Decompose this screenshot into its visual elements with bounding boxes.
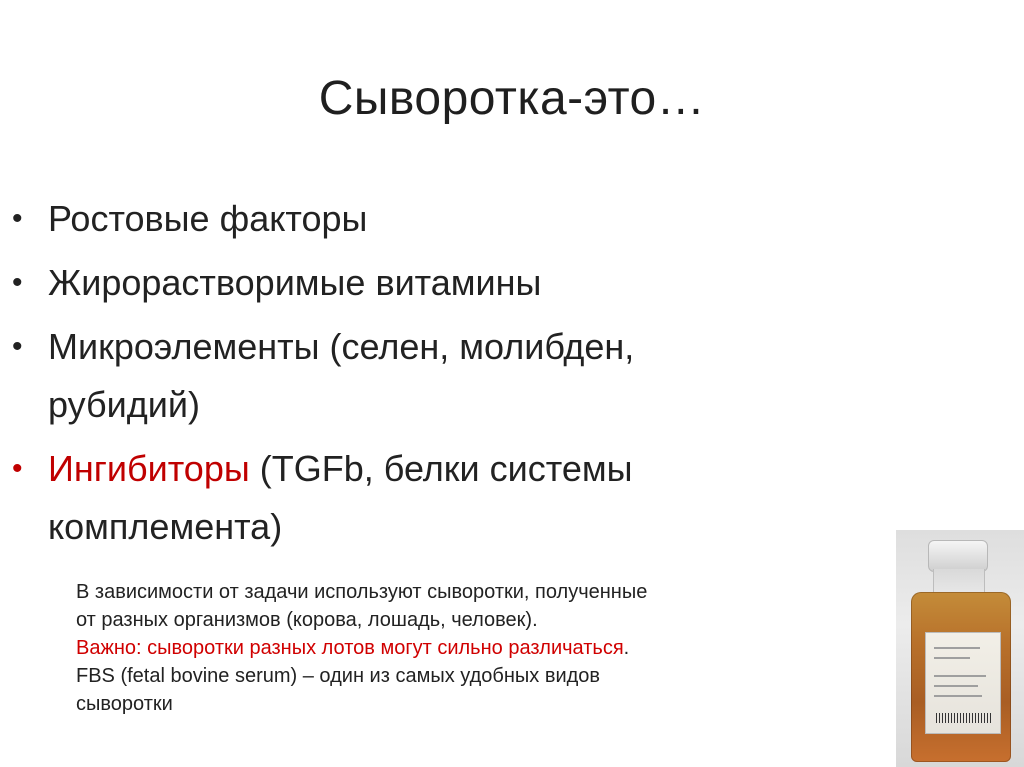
bullet-text: Микроэлементы (селен, молибден, рубидий) <box>48 326 635 425</box>
note-important-end: . <box>623 637 630 659</box>
label-line-icon <box>934 685 978 687</box>
bullet-item-growth-factors <box>12 190 772 248</box>
label-line-icon <box>934 675 986 677</box>
bullet-text: Ростовые факторы <box>48 198 368 239</box>
note-important-text: Важно: сыворотки разных лотов могут сильно различаться <box>76 637 624 659</box>
note-line-2: от разных организмов (корова, лошадь, человек). <box>76 609 538 631</box>
bullet-accent-text: Ингибиторы <box>48 448 250 489</box>
label-line-icon <box>934 657 970 659</box>
bottle-label-icon <box>925 632 1001 734</box>
bullet-list <box>12 190 772 558</box>
bullet-dot-icon: • <box>12 266 23 299</box>
bullet-item-microelements <box>12 318 772 434</box>
note-line-1: В зависимости от задачи используют сыворотки, полученные <box>76 581 648 603</box>
slide-title: Сыворотка-это… <box>318 72 706 125</box>
bullet-text: Жирорастворимые витамины <box>48 262 542 303</box>
bullet-item-inhibitors <box>12 440 772 556</box>
bullet-rest-text: (TGFb, белки системы комплемента) <box>48 448 633 547</box>
label-line-icon <box>934 695 982 697</box>
label-line-icon <box>934 647 980 649</box>
barcode-icon <box>936 713 992 723</box>
serum-bottle-photo <box>896 530 1024 767</box>
bottle-body-icon <box>911 592 1011 762</box>
bottle-cap-icon <box>928 540 988 572</box>
note-important-line <box>76 634 836 662</box>
serum-note <box>76 578 836 718</box>
note-line-5: сыворотки <box>76 693 173 715</box>
bullet-dot-icon: • <box>12 202 23 235</box>
bullet-dot-icon: • <box>12 452 23 485</box>
bullet-item-fat-soluble-vitamins <box>12 254 772 312</box>
bullet-dot-icon: • <box>12 330 23 363</box>
note-line-4: FBS (fetal bovine serum) – один из самых удобных видов <box>76 665 601 687</box>
bullet-text <box>48 440 772 556</box>
